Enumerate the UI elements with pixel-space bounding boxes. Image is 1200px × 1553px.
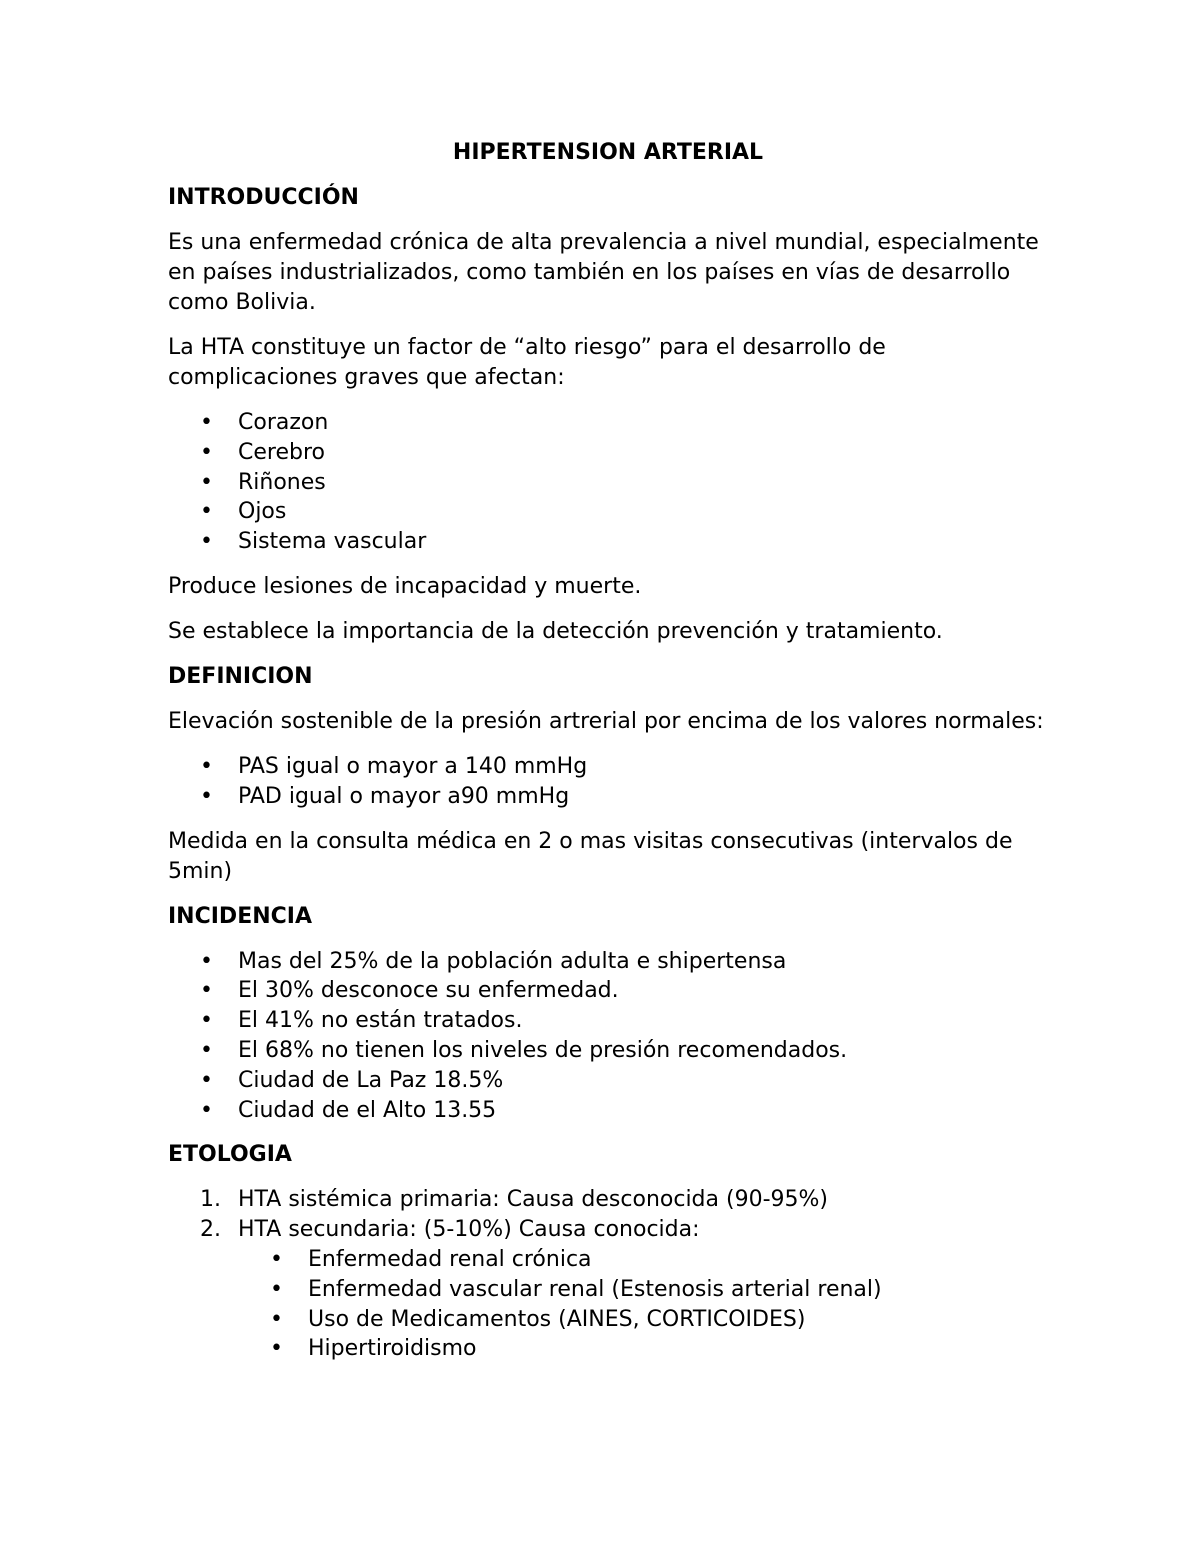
list-item-text: HTA secundaria: (5-10%) Causa conocida: xyxy=(238,1217,700,1243)
list-item xyxy=(168,1215,1048,1364)
list-item xyxy=(168,1185,1048,1215)
intro-paragraph-1: Es una enfermedad crónica de alta prevalencia a nivel mundial, especialmente en países industrializados, como también en los países en vías de desarrollo como Bolivia. xyxy=(168,230,1039,315)
list-item: • PAS igual o mayor a 140 mmHg xyxy=(168,752,1048,782)
list-item: • Mas del 25% de la población adulta e shipertensa xyxy=(168,947,1048,977)
list-item: • Cerebro xyxy=(168,438,1048,468)
list-item: • Enfermedad vascular renal (Estenosis arterial renal) xyxy=(238,1275,1048,1305)
causes-sublist xyxy=(238,1245,1048,1364)
organs-list xyxy=(168,408,1048,557)
definicion-paragraph-2: Medida en la consulta médica en 2 o mas visitas consecutivas (intervalos de 5min) xyxy=(168,828,1013,884)
list-item: • Sistema vascular xyxy=(168,527,1048,557)
list-item: • Ciudad de el Alto 13.55 xyxy=(168,1096,1048,1126)
incidencia-list xyxy=(168,947,1048,1126)
list-item: • El 41% no están tratados. xyxy=(168,1006,1048,1036)
list-item: • Ojos xyxy=(168,497,1048,527)
document-title: HIPERTENSION ARTERIAL xyxy=(452,140,764,165)
list-item: • El 68% no tienen los niveles de presión recomendados. xyxy=(168,1036,1048,1066)
document-page xyxy=(168,138,1048,1379)
list-item: • Corazon xyxy=(168,408,1048,438)
etologia-list xyxy=(168,1185,1048,1364)
definicion-paragraph-1: Elevación sostenible de la presión artrerial por encima de los valores normales: xyxy=(168,708,1044,734)
criteria-list xyxy=(168,752,1048,812)
list-number: 2. xyxy=(200,1217,221,1243)
list-item: • PAD igual o mayor a90 mmHg xyxy=(168,782,1048,812)
list-number: 1. xyxy=(200,1187,221,1213)
list-item: • Riñones xyxy=(168,468,1048,498)
section-heading-etologia: ETOLOGIA xyxy=(168,1142,292,1168)
list-item: • Enfermedad renal crónica xyxy=(238,1245,1048,1275)
list-item: • El 30% desconoce su enfermedad. xyxy=(168,976,1048,1006)
list-item: • Hipertiroidismo xyxy=(238,1334,1048,1364)
intro-paragraph-4: Se establece la importancia de la detección prevención y tratamiento. xyxy=(168,618,943,644)
intro-paragraph-2: La HTA constituye un factor de “alto riesgo” para el desarrollo de complicaciones graves que afectan: xyxy=(168,335,886,390)
section-heading-introduccion: INTRODUCCIÓN xyxy=(168,185,359,210)
section-heading-incidencia: INCIDENCIA xyxy=(168,903,312,929)
section-heading-definicion: DEFINICION xyxy=(168,663,313,689)
list-item: • Ciudad de La Paz 18.5% xyxy=(168,1066,1048,1096)
list-item: • Uso de Medicamentos (AINES, CORTICOIDES) xyxy=(238,1305,1048,1335)
list-item-row xyxy=(168,1215,1048,1245)
list-item-text: HTA sistémica primaria: Causa desconocida (90-95%) xyxy=(238,1187,828,1213)
intro-paragraph-3: Produce lesiones de incapacidad y muerte. xyxy=(168,573,642,599)
